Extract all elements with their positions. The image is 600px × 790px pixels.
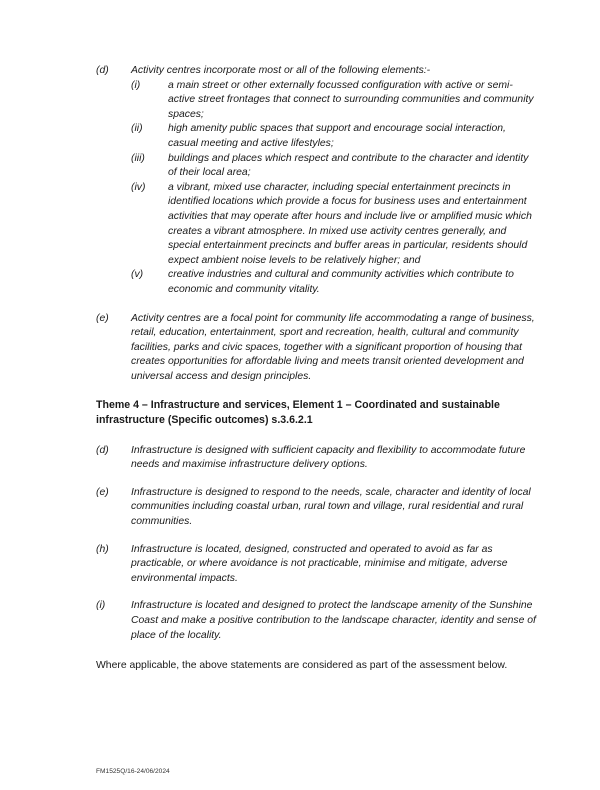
- outcome-label: (e): [96, 486, 109, 498]
- list-item: [131, 152, 536, 181]
- outcome-d-infrastructure: [96, 444, 536, 473]
- outcome-e-activity-centres: [96, 312, 536, 385]
- outcome-text: Infrastructure is located, designed, constructed and operated to avoid as far as practicable, or where avoidance is not practicable, minimise and mitigate, adverse environmental impacts.: [131, 543, 508, 584]
- outcome-h-infrastructure: [96, 543, 536, 587]
- list-item: [131, 122, 536, 151]
- list-item: [131, 268, 536, 297]
- outcome-label: (d): [96, 444, 109, 456]
- list-item-label: (i): [131, 79, 141, 91]
- outcome-text: Infrastructure is located and designed to protect the landscape amenity of the Sunshine Coast and make a positive contribution to the landscape character, identity and sense of place of the locality.: [131, 600, 536, 641]
- outcome-text: Activity centres incorporate most or all of the following elements:-: [131, 65, 431, 76]
- list-item-text: creative industries and cultural and community activities which contribute to economic and community vitality.: [168, 269, 514, 295]
- outcome-d-activity-centres: [96, 64, 536, 298]
- list-item-text: a vibrant, mixed use character, including special entertainment precincts in identified locations which provide a focus for business uses and entertainment activities that may operate after hours and include live or amplified music which creates a vibrant atmosphere. In mixed use activity centres generally, and special entertainment precincts and buffer areas in particular, residents should expect ambient noise levels to be relatively higher; and: [168, 181, 532, 266]
- outcome-label: (h): [96, 543, 109, 555]
- outcome-label: (d): [96, 65, 109, 76]
- closing-statement: Where applicable, the above statements are considered as part of the assessment below.: [96, 660, 508, 672]
- outcome-text: Activity centres are a focal point for community life accommodating a range of business, retail, education, entertainment, sport and recreation, health, cultural and community facilities, parks and civic spaces, together with a significant proportion of housing that creates opportunities for affordable living and meets transit oriented development and universal access and design principles.: [131, 312, 535, 382]
- list-item-label: (v): [131, 269, 144, 281]
- list-item-text: a main street or other externally focussed configuration with active or semi-active street frontages that connect to surrounding communities and community spaces;: [168, 79, 534, 120]
- list-item-text: high amenity public spaces that support and encourage social interaction, casual meeting and active lifestyles;: [168, 123, 506, 149]
- list-item: [131, 181, 536, 269]
- outcome-i-infrastructure: [96, 599, 536, 643]
- list-item-label: (ii): [131, 123, 143, 135]
- outcome-label: (e): [96, 312, 109, 324]
- list-item-text: buildings and places which respect and contribute to the character and identity of their local area;: [168, 152, 529, 179]
- section-heading: Theme 4 – Infrastructure and services, Element 1 – Coordinated and sustainable infrastructure (Specific outcomes) s.3.6.2.1: [96, 399, 500, 427]
- outcome-text: Infrastructure is designed with sufficient capacity and flexibility to accommodate future needs and maximise infrastructure delivery options.: [131, 444, 526, 471]
- list-item-label: (iii): [131, 152, 145, 164]
- page-content: [96, 64, 536, 674]
- list-item-label: (iv): [131, 181, 146, 193]
- form-reference-footer: FM1525Q/16-24/06/2024: [96, 768, 170, 775]
- outcome-label: (i): [96, 600, 106, 612]
- outcome-e-infrastructure: [96, 486, 536, 530]
- outcome-text: Infrastructure is designed to respond to the needs, scale, character and identity of local communities including coastal urban, rural town and village, rural residential and rural communities.: [131, 486, 531, 528]
- list-item: [131, 79, 536, 123]
